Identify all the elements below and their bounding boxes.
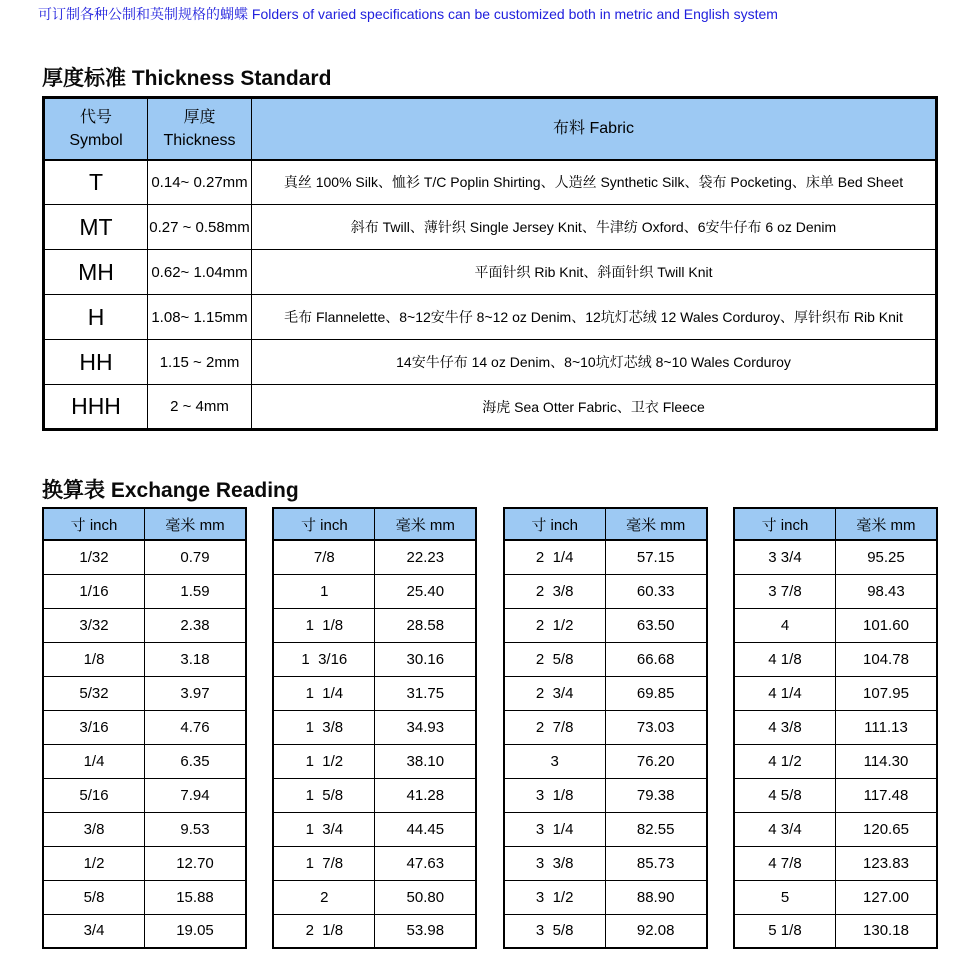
exchange-header-row xyxy=(273,508,476,540)
inch-cell: 1 1/2 xyxy=(273,744,375,778)
mm-cell: 114.30 xyxy=(835,744,937,778)
table-row xyxy=(734,846,937,880)
inch-cell: 1/8 xyxy=(43,642,145,676)
table-row xyxy=(504,710,707,744)
inch-cell: 3 1/2 xyxy=(504,880,606,914)
mm-cell: 22.23 xyxy=(375,540,477,574)
exchange-table-3 xyxy=(503,507,708,949)
inch-cell: 5 xyxy=(734,880,836,914)
mm-cell: 104.78 xyxy=(835,642,937,676)
exchange-table-4-body xyxy=(734,540,937,948)
table-row xyxy=(44,385,937,430)
inch-cell: 3 1/8 xyxy=(504,778,606,812)
table-row xyxy=(734,676,937,710)
table-row xyxy=(43,642,246,676)
mm-cell: 82.55 xyxy=(605,812,707,846)
fabric-cell: 毛布 Flannelette、8~12安牛仔 8~12 oz Denim、12坑灯芯绒 12 Wales Corduroy、厚针织布 Rib Knit xyxy=(252,295,937,340)
mm-cell: 3.18 xyxy=(145,642,247,676)
inch-column-header: 寸 inch xyxy=(504,508,606,540)
inch-cell: 1 3/4 xyxy=(273,812,375,846)
table-row xyxy=(43,676,246,710)
mm-cell: 0.79 xyxy=(145,540,247,574)
table-row xyxy=(44,295,937,340)
table-row xyxy=(43,914,246,948)
table-row xyxy=(43,846,246,880)
fabric-cell: 真丝 100% Silk、恤衫 T/C Poplin Shirting、人造丝 Synthetic Silk、袋布 Pocketing、床单 Bed Sheet xyxy=(252,160,937,205)
inch-column-header: 寸 inch xyxy=(43,508,145,540)
table-row xyxy=(734,540,937,574)
mm-cell: 31.75 xyxy=(375,676,477,710)
table-row xyxy=(734,812,937,846)
inch-cell: 3 5/8 xyxy=(504,914,606,948)
table-row xyxy=(273,540,476,574)
customization-note: 可订制各种公制和英制规格的蝴蝶 Folders of varied specifications can be customized both in metric and English system xyxy=(38,6,778,22)
inch-cell: 1/16 xyxy=(43,574,145,608)
inch-cell: 1 1/8 xyxy=(273,608,375,642)
inch-cell: 2 3/8 xyxy=(504,574,606,608)
table-row xyxy=(273,880,476,914)
table-row xyxy=(504,880,707,914)
inch-cell: 4 7/8 xyxy=(734,846,836,880)
table-row xyxy=(43,778,246,812)
inch-cell: 4 1/4 xyxy=(734,676,836,710)
thickness-cell: 0.62~ 1.04mm xyxy=(148,250,252,295)
inch-cell: 3 1/4 xyxy=(504,812,606,846)
table-row xyxy=(44,160,937,205)
mm-cell: 73.03 xyxy=(605,710,707,744)
table-row xyxy=(43,812,246,846)
fabric-cell: 海虎 Sea Otter Fabric、卫衣 Fleece xyxy=(252,385,937,430)
mm-cell: 85.73 xyxy=(605,846,707,880)
table-row xyxy=(273,574,476,608)
mm-cell: 107.95 xyxy=(835,676,937,710)
inch-cell: 1 7/8 xyxy=(273,846,375,880)
inch-cell: 5/8 xyxy=(43,880,145,914)
table-row xyxy=(734,880,937,914)
mm-cell: 117.48 xyxy=(835,778,937,812)
table-row xyxy=(504,778,707,812)
table-row xyxy=(734,744,937,778)
mm-cell: 50.80 xyxy=(375,880,477,914)
symbol-header-en: Symbol xyxy=(69,131,123,149)
table-row xyxy=(734,914,937,948)
exchange-table-2 xyxy=(272,507,477,949)
fabric-column-header: 布料 Fabric xyxy=(252,98,937,160)
mm-cell: 92.08 xyxy=(605,914,707,948)
inch-cell: 1 1/4 xyxy=(273,676,375,710)
exchange-table-4 xyxy=(733,507,938,949)
mm-cell: 34.93 xyxy=(375,710,477,744)
mm-cell: 98.43 xyxy=(835,574,937,608)
inch-cell: 3/4 xyxy=(43,914,145,948)
table-row xyxy=(44,340,937,385)
inch-cell: 2 7/8 xyxy=(504,710,606,744)
mm-cell: 130.18 xyxy=(835,914,937,948)
thickness-cell: 1.15 ~ 2mm xyxy=(148,340,252,385)
table-row xyxy=(734,710,937,744)
mm-cell: 38.10 xyxy=(375,744,477,778)
inch-cell: 4 3/8 xyxy=(734,710,836,744)
inch-cell: 1/2 xyxy=(43,846,145,880)
table-row xyxy=(43,540,246,574)
mm-cell: 57.15 xyxy=(605,540,707,574)
mm-cell: 69.85 xyxy=(605,676,707,710)
inch-cell: 3/32 xyxy=(43,608,145,642)
symbol-cell: HHH xyxy=(44,385,148,430)
table-row xyxy=(504,744,707,778)
mm-cell: 3.97 xyxy=(145,676,247,710)
symbol-column-header xyxy=(44,98,148,160)
symbol-cell: HH xyxy=(44,340,148,385)
thickness-cell: 1.08~ 1.15mm xyxy=(148,295,252,340)
mm-cell: 88.90 xyxy=(605,880,707,914)
table-row xyxy=(273,778,476,812)
table-row xyxy=(273,914,476,948)
inch-cell: 2 1/8 xyxy=(273,914,375,948)
inch-cell: 2 1/2 xyxy=(504,608,606,642)
inch-cell: 4 5/8 xyxy=(734,778,836,812)
mm-cell: 127.00 xyxy=(835,880,937,914)
table-row xyxy=(273,812,476,846)
inch-cell: 1/32 xyxy=(43,540,145,574)
thickness-standard-table xyxy=(42,96,938,431)
exchange-header-row xyxy=(504,508,707,540)
inch-cell: 2 5/8 xyxy=(504,642,606,676)
mm-cell: 25.40 xyxy=(375,574,477,608)
mm-column-header: 毫米 mm xyxy=(605,508,707,540)
mm-cell: 30.16 xyxy=(375,642,477,676)
fabric-cell: 平面针织 Rib Knit、斜面针织 Twill Knit xyxy=(252,250,937,295)
thickness-header-row xyxy=(44,98,937,160)
mm-cell: 79.38 xyxy=(605,778,707,812)
mm-cell: 41.28 xyxy=(375,778,477,812)
mm-cell: 19.05 xyxy=(145,914,247,948)
mm-cell: 9.53 xyxy=(145,812,247,846)
mm-cell: 15.88 xyxy=(145,880,247,914)
table-row xyxy=(273,710,476,744)
mm-cell: 63.50 xyxy=(605,608,707,642)
table-row xyxy=(273,846,476,880)
inch-cell: 3/8 xyxy=(43,812,145,846)
thickness-standard-title: 厚度标准 Thickness Standard xyxy=(42,67,332,90)
exchange-table-1-body xyxy=(43,540,246,948)
table-row xyxy=(504,812,707,846)
inch-column-header: 寸 inch xyxy=(734,508,836,540)
inch-cell: 5/32 xyxy=(43,676,145,710)
table-row xyxy=(43,744,246,778)
mm-cell: 47.63 xyxy=(375,846,477,880)
exchange-tables-container xyxy=(42,507,938,949)
mm-cell: 123.83 xyxy=(835,846,937,880)
mm-cell: 66.68 xyxy=(605,642,707,676)
mm-cell: 6.35 xyxy=(145,744,247,778)
inch-cell: 1 3/16 xyxy=(273,642,375,676)
mm-cell: 4.76 xyxy=(145,710,247,744)
inch-cell: 1 5/8 xyxy=(273,778,375,812)
thickness-cell: 0.14~ 0.27mm xyxy=(148,160,252,205)
exchange-table-3-body xyxy=(504,540,707,948)
symbol-cell: T xyxy=(44,160,148,205)
inch-cell: 1/4 xyxy=(43,744,145,778)
inch-cell: 5 1/8 xyxy=(734,914,836,948)
inch-cell: 2 xyxy=(273,880,375,914)
exchange-table-2-body xyxy=(273,540,476,948)
symbol-header-zh: 代号 xyxy=(79,108,112,126)
thickness-cell: 0.27 ~ 0.58mm xyxy=(148,205,252,250)
mm-column-header: 毫米 mm xyxy=(835,508,937,540)
table-row xyxy=(273,642,476,676)
symbol-cell: MT xyxy=(44,205,148,250)
table-row xyxy=(734,574,937,608)
exchange-reading-title: 换算表 Exchange Reading xyxy=(42,479,299,502)
mm-cell: 76.20 xyxy=(605,744,707,778)
table-row xyxy=(43,608,246,642)
mm-cell: 111.13 xyxy=(835,710,937,744)
mm-cell: 28.58 xyxy=(375,608,477,642)
inch-cell: 3 7/8 xyxy=(734,574,836,608)
table-row xyxy=(44,205,937,250)
symbol-cell: MH xyxy=(44,250,148,295)
table-row xyxy=(504,574,707,608)
fabric-cell: 斜布 Twill、薄针织 Single Jersey Knit、牛津纺 Oxford、6安牛仔布 6 oz Denim xyxy=(252,205,937,250)
inch-cell: 4 1/2 xyxy=(734,744,836,778)
inch-cell: 2 1/4 xyxy=(504,540,606,574)
table-row xyxy=(734,642,937,676)
table-row xyxy=(43,710,246,744)
table-row xyxy=(273,744,476,778)
table-row xyxy=(43,574,246,608)
table-row xyxy=(44,250,937,295)
mm-cell: 1.59 xyxy=(145,574,247,608)
thickness-header-zh: 厚度 xyxy=(183,108,216,126)
table-row xyxy=(273,676,476,710)
inch-cell: 4 xyxy=(734,608,836,642)
inch-cell: 4 1/8 xyxy=(734,642,836,676)
thickness-column-header xyxy=(148,98,252,160)
inch-cell: 2 3/4 xyxy=(504,676,606,710)
mm-cell: 7.94 xyxy=(145,778,247,812)
mm-cell: 2.38 xyxy=(145,608,247,642)
thickness-table-body xyxy=(44,160,937,430)
mm-column-header: 毫米 mm xyxy=(145,508,247,540)
inch-cell: 4 3/4 xyxy=(734,812,836,846)
exchange-header-row xyxy=(734,508,937,540)
fabric-cell: 14安牛仔布 14 oz Denim、8~10坑灯芯绒 8~10 Wales Corduroy xyxy=(252,340,937,385)
table-row xyxy=(504,540,707,574)
mm-cell: 101.60 xyxy=(835,608,937,642)
table-row xyxy=(734,608,937,642)
mm-column-header: 毫米 mm xyxy=(375,508,477,540)
inch-cell: 7/8 xyxy=(273,540,375,574)
mm-cell: 60.33 xyxy=(605,574,707,608)
thickness-cell: 2 ~ 4mm xyxy=(148,385,252,430)
exchange-header-row xyxy=(43,508,246,540)
mm-cell: 12.70 xyxy=(145,846,247,880)
inch-cell: 3 xyxy=(504,744,606,778)
inch-cell: 1 xyxy=(273,574,375,608)
mm-cell: 95.25 xyxy=(835,540,937,574)
mm-cell: 53.98 xyxy=(375,914,477,948)
mm-cell: 120.65 xyxy=(835,812,937,846)
inch-column-header: 寸 inch xyxy=(273,508,375,540)
table-row xyxy=(504,846,707,880)
exchange-table-1 xyxy=(42,507,247,949)
inch-cell: 3/16 xyxy=(43,710,145,744)
table-row xyxy=(273,608,476,642)
thickness-header-en: Thickness xyxy=(163,131,236,149)
table-row xyxy=(43,880,246,914)
table-row xyxy=(504,914,707,948)
table-row xyxy=(504,642,707,676)
table-row xyxy=(504,676,707,710)
inch-cell: 3 3/4 xyxy=(734,540,836,574)
table-row xyxy=(504,608,707,642)
inch-cell: 1 3/8 xyxy=(273,710,375,744)
mm-cell: 44.45 xyxy=(375,812,477,846)
inch-cell: 5/16 xyxy=(43,778,145,812)
inch-cell: 3 3/8 xyxy=(504,846,606,880)
symbol-cell: H xyxy=(44,295,148,340)
table-row xyxy=(734,778,937,812)
